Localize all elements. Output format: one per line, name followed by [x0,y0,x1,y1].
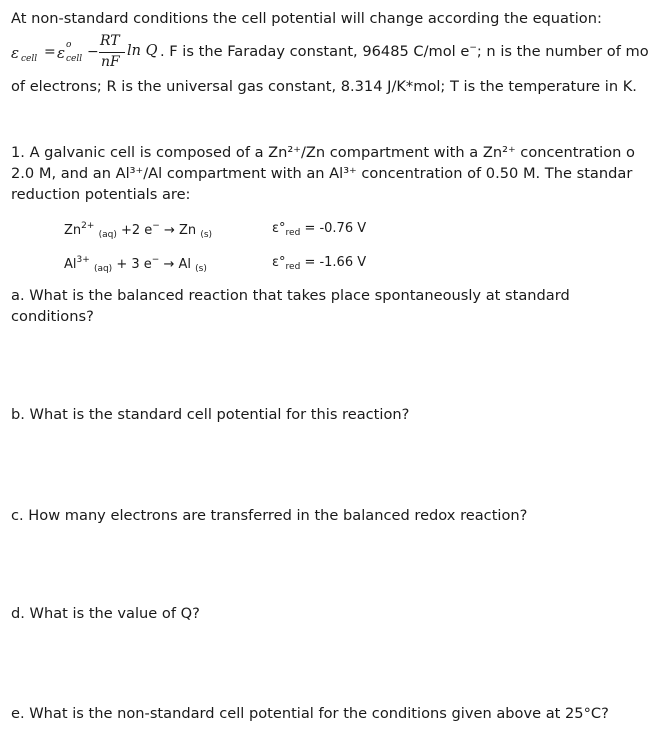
eq-epsilon-cell: ε [11,44,20,62]
question-e: e. What is the non-standard cell potential for the conditions given above at 25°C? [11,705,609,722]
question-a-line-1: a. What is the balanced reaction that takes place spontaneously at standard [11,287,570,304]
half-reaction-al: $Al^{3+}$ $_{(aq)}$ + 3 e− → Al $_{(s)}$ [64,255,207,274]
question-1-line-3: reduction potentials are: [11,186,191,203]
question-c: c. How many electrons are transferred in the balanced redox reaction? [11,507,528,524]
half-reaction-zn: $Zn^{2+}$ $_{(aq)}$ +2 e− → Zn $_{(s)}$ [64,221,213,240]
intro-line-3: of electrons; R is the universal gas constant, 8.314 J/K*mol; T is the temperature in K. [11,78,637,95]
question-1-line-1: 1. A galvanic cell is composed of a Zn²⁺/Zn compartment with a Zn²⁺ concentration o [11,144,635,161]
reaction-arrow-icon: → [163,223,175,238]
potential-al: $\varepsilon^\circ_{red} = -1.66$ V [272,255,367,272]
intro-line-1: At non-standard conditions the cell potential will change according the equation: [11,10,602,27]
potential-zn: $\varepsilon^\circ_{red} = -0.76$ V [272,221,367,238]
eq-ln-q: ln Q [127,43,158,59]
question-d: d. What is the value of Q? [11,605,200,622]
eq-equals: = [44,44,56,60]
question-1-line-2: 2.0 M, and an Al³⁺/Al compartment with an Al³⁺ concentration of 0.50 M. The standar [11,165,633,182]
intro-line-2-a: . F is the Faraday constant, 96485 C/mol e−; n is the number of mo [160,43,649,60]
question-b: b. What is the standard cell potential for this reaction? [11,406,410,423]
eq-minus: − [87,44,99,60]
eq-denominator: nF [101,54,120,70]
question-a-line-2: conditions? [11,308,94,325]
eq-fraction-bar [99,52,125,53]
eq-epsilon-cell-sub: cell [21,54,38,64]
eq-numerator: RT [100,33,120,49]
reaction-arrow-icon: → [163,257,175,272]
eq-epsilon-standard: ε [57,44,66,62]
eq-epsilon-standard-sup: o [66,40,72,50]
eq-epsilon-standard-sub: cell [66,54,83,64]
